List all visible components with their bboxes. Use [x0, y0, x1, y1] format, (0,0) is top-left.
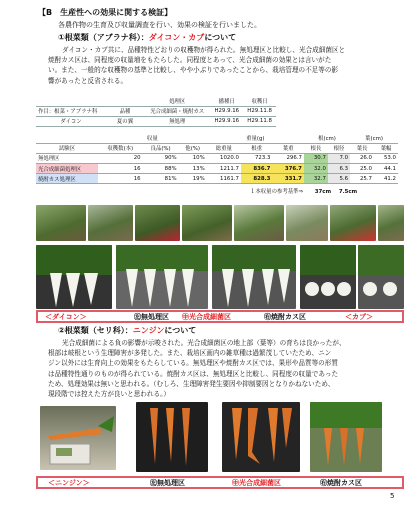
column-header: 試験区 — [36, 143, 98, 153]
info-cell: ダイコン — [36, 116, 106, 126]
field-photo — [182, 205, 232, 241]
caption-daikon: ＜ダイコン＞ — [45, 313, 87, 321]
caption-ninjin: ＜ニンジン＞ — [48, 479, 90, 487]
cell: 32.0 — [304, 164, 328, 174]
info-cell: 夏の翼 — [106, 116, 144, 126]
column-header: 葉長 — [350, 143, 374, 153]
info-cell: 無処理 — [144, 116, 210, 126]
cell: 296.7 — [272, 153, 304, 163]
cell-plot: 無処理区 — [36, 153, 98, 163]
root2-heading-suffix: について — [164, 326, 197, 335]
cell: 41.2 — [374, 174, 398, 184]
column-header: 総重量 — [207, 143, 241, 153]
group-header-weight: 重量(g) — [207, 133, 304, 143]
field-photo — [378, 205, 404, 241]
field-photo — [234, 205, 284, 241]
group-header-leaf: 葉(cm) — [350, 133, 398, 143]
column-header: 収穫数(本) — [98, 143, 143, 153]
field-photo — [88, 205, 133, 241]
reference-root-diameter: 7.5cm — [338, 189, 358, 195]
page-number: 5 — [390, 492, 395, 500]
info-cell: H29.9.16 — [210, 106, 243, 116]
root1-paragraph — [48, 45, 408, 86]
cell: 30.7 — [304, 153, 328, 163]
info-header-cell: 播種日 — [210, 96, 243, 106]
info-cell: H29.9.16 — [210, 116, 243, 126]
cell-plot: 光合成細菌処理区 — [36, 164, 98, 174]
cell: 19% — [179, 174, 207, 184]
column-header: 根径 — [328, 143, 350, 153]
info-cell: H29.11.8 — [243, 106, 276, 116]
cell: 10% — [179, 153, 207, 163]
info-cell: 光合成細菌・焼酎カス — [144, 106, 210, 116]
caption-shochu: ㊨焼酎カス区 — [320, 479, 362, 487]
turnip-icon — [358, 245, 404, 309]
carrot-photo — [222, 402, 300, 472]
daikon-photo — [212, 245, 296, 309]
cell: 16 — [98, 174, 143, 184]
result-table — [36, 133, 398, 184]
root1-heading-crop: ダイコン・カブ — [148, 33, 205, 42]
root2-para-line: 根部は岐根という生理障害が多発した。また、栽培区画内の雑草種は過繁茂していたため、ニン — [48, 349, 332, 358]
cell: 828.3 — [241, 174, 273, 184]
column-header: 葉幅 — [374, 143, 398, 153]
cell: 13% — [179, 164, 207, 174]
field-photo — [36, 205, 86, 241]
carrot-icon — [40, 406, 116, 470]
cell: 7.0 — [328, 153, 350, 163]
cell: 26.0 — [350, 153, 374, 163]
field-photo — [286, 205, 328, 241]
cell: 723.3 — [241, 153, 273, 163]
info-header-cell: 収穫日 — [243, 96, 276, 106]
caption-untreated: ㊧無処理区 — [150, 479, 185, 487]
cell: 81% — [143, 174, 179, 184]
root2-para-line: は品種特性通りのものが得られている。焼酎カス区は、無処理区と比較し、同程度の収量であった — [48, 369, 339, 378]
table-row — [36, 153, 398, 163]
root2-para-line: ため、処理効果は無いと思われる。（むしろ、生理障害発生要因や抑制要因となりかねないため、 — [48, 379, 335, 388]
cell: 88% — [143, 164, 179, 174]
reference-label: １本収量の参考基準⇒ — [250, 189, 304, 195]
reference-root-length: 37cm — [314, 189, 332, 195]
info-table — [36, 96, 276, 127]
caption-photosynthetic: ㊥光合成細菌区 — [182, 313, 231, 321]
section-intro: 各農作物の生育及び収量調査を行い、効果の検証を行いました。 — [58, 21, 261, 29]
cell: 20 — [98, 153, 143, 163]
carrot-icon — [222, 402, 300, 472]
root1-para-line: い。また、一般的な収穫物の基準と比較し、やや小ぶりであったことから、栽培管理の不足等の影 — [48, 66, 339, 75]
column-header: 葉重 — [272, 143, 304, 153]
info-header-cell — [106, 96, 144, 106]
caption-shochu: ㊨焼酎カス区 — [264, 313, 306, 321]
info-header-cell — [36, 96, 106, 106]
daikon-icon — [116, 245, 208, 309]
root2-para-line: 光合成細菌による負の影響が示唆された。光合成細菌区の地上部（葉等）の育ちは良かったが、 — [62, 339, 346, 347]
field-photo — [330, 205, 376, 241]
kabu-photo — [300, 245, 356, 309]
table-row — [36, 164, 398, 174]
caption-kabu: ＜カブ＞ — [345, 313, 373, 321]
column-header: 他(%) — [179, 143, 207, 153]
column-header: 根長 — [304, 143, 328, 153]
cell: 1161.7 — [207, 174, 241, 184]
cell: 16 — [98, 164, 143, 174]
root2-para-line: ジン以外には生育向上の効果をもたらしている。無処理区や焼酎カス区では、果形や品質等の形質 — [48, 359, 338, 368]
carrot-photo — [136, 402, 208, 472]
cell: 1211.7 — [207, 164, 241, 174]
cell: 25.7 — [350, 174, 374, 184]
caption-photosynthetic: ㊥光合成細菌区 — [232, 479, 281, 487]
reference-note — [250, 187, 357, 195]
cell: 90% — [143, 153, 179, 163]
group-header-root: 根(cm) — [304, 133, 350, 143]
cell: 5.6 — [328, 174, 350, 184]
carrot-icon — [310, 402, 382, 472]
info-cell: 品種 — [106, 106, 144, 116]
kabu-photo — [358, 245, 404, 309]
cell: 53.0 — [374, 153, 398, 163]
cell: 32.7 — [304, 174, 328, 184]
turnip-icon — [300, 245, 356, 309]
daikon-photo — [36, 245, 112, 309]
root2-para-line: 現段階では控えた方が良いと思われる。） — [48, 390, 170, 399]
root2-heading — [58, 326, 196, 337]
caption-untreated: ㊧無処理区 — [134, 313, 169, 321]
info-cell: 作目：根菜・アブラナ科 — [36, 106, 106, 116]
root1-para-line: 焼酎カス区は、同程度の収量増をもたらした。同程度とあって、光合成細菌の効果とは言いがた — [48, 56, 332, 65]
cell: 1020.0 — [207, 153, 241, 163]
info-cell: H29.11.8 — [243, 116, 276, 126]
field-photo — [135, 205, 180, 241]
cell: 6.3 — [328, 164, 350, 174]
carrot-icon — [136, 402, 208, 472]
cell: 836.7 — [241, 164, 273, 174]
root1-heading — [58, 33, 236, 44]
table-row — [36, 174, 398, 184]
root1-heading-prefix: ①根菜類（アブラナ科）： — [58, 33, 149, 42]
root2-heading-crop: ニンジン — [132, 326, 165, 335]
cell: 331.7 — [272, 174, 304, 184]
root1-heading-suffix: について — [204, 33, 237, 42]
root2-paragraph — [48, 338, 408, 399]
carrot-scale-photo — [40, 406, 116, 470]
cell-plot: 焼酎カス処理区 — [36, 174, 98, 184]
cell: 44.1 — [374, 164, 398, 174]
cell: 376.7 — [272, 164, 304, 174]
root1-para-line: 響があったと反省される。 — [48, 76, 128, 85]
carrot-photo — [310, 402, 382, 472]
group-header-yield: 収量 — [98, 133, 207, 143]
daikon-photo — [116, 245, 208, 309]
column-header: 根重 — [241, 143, 273, 153]
root1-para-line: ダイコン・カブ共に、品種特性どおりの収穫物が得られた。無処理区と比較し、光合成細菌区と — [62, 46, 346, 54]
daikon-icon — [212, 245, 296, 309]
section-title: 【B 生産性への効果に関する検証】 — [38, 8, 173, 17]
column-header: 良品(%) — [143, 143, 179, 153]
daikon-icon — [36, 245, 112, 309]
info-header-cell: 処理区 — [144, 96, 210, 106]
root2-heading-prefix: ②根菜類（セリ科）： — [58, 326, 133, 335]
cell: 25.0 — [350, 164, 374, 174]
